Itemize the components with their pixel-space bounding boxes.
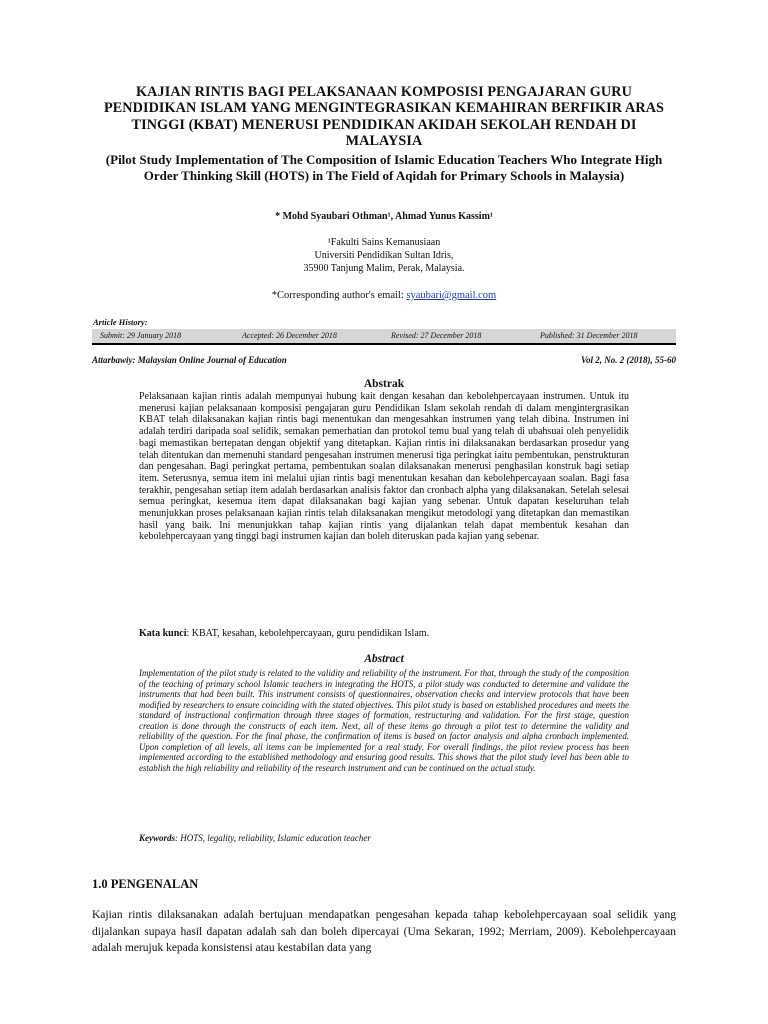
history-submit: Submit: 29 January 2018: [100, 331, 182, 340]
abstract-body: Implementation of the pilot study is related to the validity and reliability of the instrument. For that, through the study of the composition of the teaching of primary school Islamic teachers in integrating the HOTS, a pilot study was conducted to determine and validate the instruments that had been built. This instrument consists of questionnaires, observation checks and interview protocols that have been modified by researchers to ensure coinciding with the stated objectives. This pilot study is based on established procedures and meets the standard of instructional confirmation through three stages of formation, restructuring and validation. For the first stage, question creation is done through the constructs of each item. Next, all of these items go through a pilot test to determine the validity and reliability of the question. For the final phase, the confirmation of items is based on factor analysis and alpha cronbach implemented. Upon completion of all levels, all items can be implemented for a real study. For overall findings, the pilot review process has been implemented according to the established methodology and ensuring good results. This shows that the pilot study level has been able to establish the high reliability and reliability of the research instrument and can be continued on the actual study.: [139, 668, 629, 773]
paper-title-english: (Pilot Study Implementation of The Composition of Islamic Education Teachers Who Integrate High Order Thinking Skill (HOTS) in The Field of Aqidah for Primary Schools in Malaysia): [105, 152, 663, 183]
article-history-bar: [92, 329, 676, 345]
corresponding-email-link[interactable]: syaubari@gmail.com: [406, 290, 497, 301]
kata-kunci-text: : KBAT, kesahan, kebolehpercayaan, guru pendidikan Islam.: [186, 628, 430, 639]
section-heading: 1.0 PENGENALAN: [92, 877, 199, 891]
journal-name: Attarbawiy: Malaysian Online Journal of Education: [92, 355, 287, 365]
history-revised: Revised: 27 December 2018: [391, 331, 482, 340]
affiliation-faculty: ¹Fakulti Sains Kemanusiaan: [327, 237, 441, 248]
affiliation-university: Universiti Pendidikan Sultan Idris,: [314, 250, 454, 261]
abstract-heading: Abstract: [364, 653, 404, 665]
corresponding-label: *Corresponding author's email:: [271, 290, 407, 301]
journal-header: [92, 355, 676, 365]
journal-volume: Vol 2, No. 2 (2018), 55-60: [581, 355, 676, 365]
history-accepted: Accepted: 26 December 2018: [242, 331, 337, 340]
corresponding-author: [0, 290, 768, 301]
article-history-label: Article History:: [93, 317, 148, 327]
abstrak-heading: Abstrak: [363, 378, 405, 390]
keywords-label: Keywords: [139, 833, 175, 843]
author-list: * Mohd Syaubari Othman¹, Ahmad Yunus Kassim¹: [275, 211, 493, 222]
kata-kunci: [139, 628, 629, 639]
section-body: Kajian rintis dilaksanakan adalah bertujuan mendapatkan pengesahan kepada tahap kebolehpercayaan soal selidik yang dijalankan supaya hasil dapatan adalah sah dan boleh dipercayai (Uma Sekaran, 1992; Merriam, 2009). Kebolehpercayaan adalah merujuk kepada konsistensi atau kestabilan data yang: [92, 909, 676, 954]
history-published: Published: 31 December 2018: [540, 331, 638, 340]
affiliation-address: 35900 Tanjung Malim, Perak, Malaysia.: [303, 263, 465, 274]
paper-title-malay: KAJIAN RINTIS BAGI PELAKSANAAN KOMPOSISI PENGAJARAN GURU PENDIDIKAN ISLAM YANG MENGINTEGRASIKAN KEMAHIRAN BERFIKIR ARAS TINGGI (KBAT) MENERUSI PENDIDIKAN AKIDAH SEKOLAH RENDAH DI MALAYSIA: [103, 84, 665, 149]
keywords-text: : HOTS, legality, reliability, Islamic education teacher: [175, 833, 371, 843]
abstrak-body: Pelaksanaan kajian rintis adalah mempunyai hubung kait dengan kesahan dan kebolehpercayaan instrumen. Untuk itu menerusi kajian pelaksanaan komposisi pengajaran guru Pendidikan Islam sekolah rendah di dalam mengintergrasikan KBAT telah dilaksanakan kajian rintis bagi menentukan dan mengesahkan instrumen yang telah dibina. Instrumen ini adalah terdiri daripada soal selidik, semakan pemerhatian dan protokol temu bual yang telah di ubahsuai oleh penyelidik bagi memastikan bertepatan dengan objektif yang ditetapkan. Kajian rintis ini dilaksanakan berdasarkan prosedur yang telah ditentukan dan memenuhi standard pengesahan instrumen menerusi tiga peringkat iaitu pembentukan, penstrukturan dan pengesahan. Bagi peringkat pertama, pembentukan soalan dilaksanakan menerusi penghasilan konstruk bagi setiap item. Seterusnya, semua item ini melalui ujian rintis bagi menentukan kesahan dan kebolehpercayaan soalan. Bagi fasa terakhir, pengesahan setiap item adalah berdasarkan analisis faktor dan cronbach alpha yang dilaksanakan. Setelah selesai semua peringkat, kesemua item dapat dilaksanakan bagi kajian yang sebenar. Untuk dapatan keseluruhan telah menunjukkan proses pelaksanaan kajian rintis telah dilaksanakan mengikut metodologi yang ditetapkan dan memastikan hasil yang baik. Ini menunjukkan tahap kajian rintis yang dijalankan telah dapat membentuk kesahan dan kebolehpercayaan yang tinggi bagi instrumen kajian dan boleh diteruskan pada kajian yang sebenar.: [139, 391, 629, 543]
kata-kunci-label: Kata kunci: [139, 628, 187, 639]
affiliation-block: [0, 236, 768, 275]
keywords: [139, 833, 629, 843]
